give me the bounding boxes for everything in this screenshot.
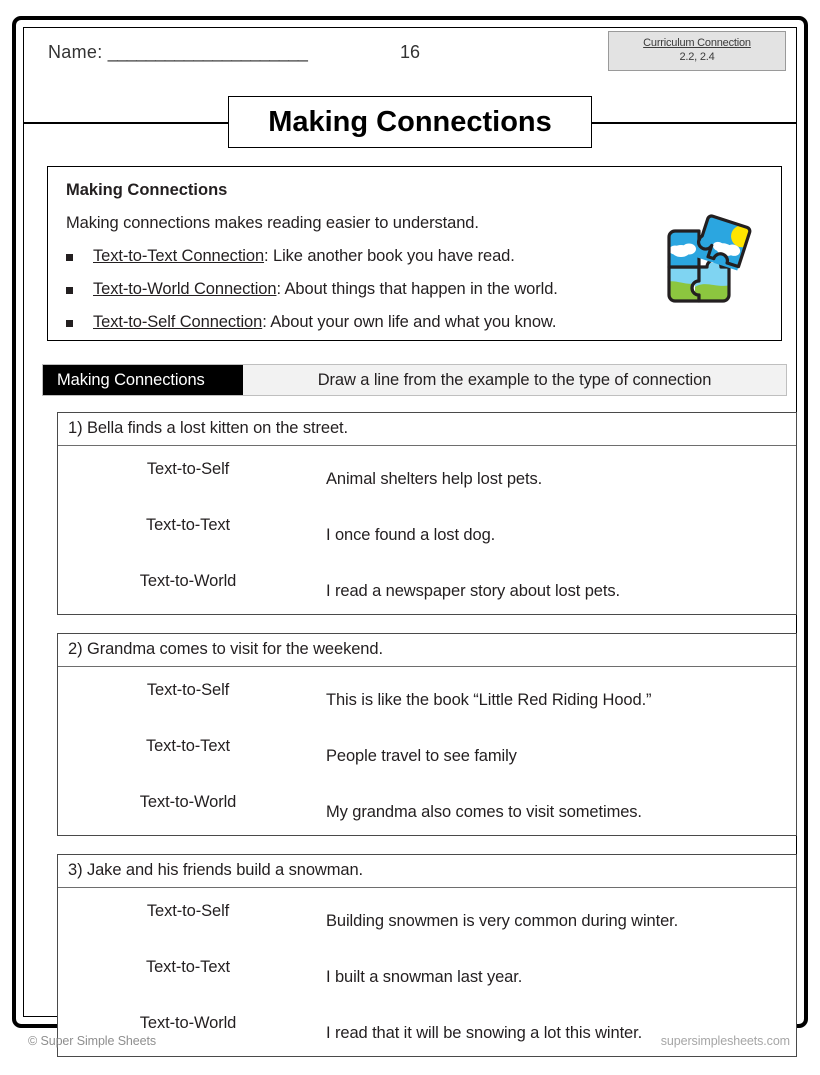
info-bullet-text <box>93 313 556 332</box>
instruction-tab-label: Making Connections <box>43 365 243 395</box>
connection-type-label[interactable]: Text-to-World <box>139 793 237 811</box>
info-box-heading: Making Connections <box>66 181 228 199</box>
page-footer <box>0 1034 820 1058</box>
square-bullet-icon <box>66 320 73 327</box>
info-bullet-term: Text-to-Self Connection <box>93 313 263 331</box>
connection-example-text[interactable]: I read that it will be snowing a lot this winter. <box>326 1024 643 1042</box>
info-bullet-text <box>93 280 558 299</box>
puzzle-landscape-icon <box>657 209 769 321</box>
curriculum-connection-title: Curriculum Connection <box>643 37 751 49</box>
lesson-info-box <box>47 166 782 341</box>
page-title-box <box>228 96 592 148</box>
connection-type-label[interactable]: Text-to-Text <box>145 516 231 534</box>
page-number: 16 <box>399 42 421 62</box>
matching-row <box>58 888 796 944</box>
matching-row <box>58 667 796 723</box>
connection-type-label[interactable]: Text-to-Self <box>146 681 230 699</box>
connection-type-label[interactable]: Text-to-World <box>139 572 237 590</box>
connection-example-text[interactable]: I once found a lost dog. <box>326 526 496 544</box>
connection-example-text[interactable]: People travel to see family <box>326 747 517 765</box>
matching-row <box>58 502 796 558</box>
info-bullet-term: Text-to-Text Connection <box>93 247 265 265</box>
info-bullet-description: : About things that happen in the world. <box>276 280 558 298</box>
info-bullet-text <box>93 247 515 266</box>
square-bullet-icon <box>66 287 73 294</box>
square-bullet-icon <box>66 254 73 261</box>
name-input-blank[interactable]: _____________________ <box>107 42 308 62</box>
connection-type-label[interactable]: Text-to-Text <box>145 737 231 755</box>
instruction-bar <box>42 364 787 396</box>
curriculum-connection-badge <box>608 31 786 71</box>
question-prompt: 3) Jake and his friends build a snowman. <box>58 855 796 888</box>
question-prompt: 1) Bella finds a lost kitten on the street. <box>58 413 796 446</box>
connection-example-text[interactable]: Animal shelters help lost pets. <box>326 470 543 488</box>
info-bullet-term: Text-to-World Connection <box>93 280 277 298</box>
connection-example-text[interactable]: I read a newspaper story about lost pets. <box>326 582 620 600</box>
instruction-text: Draw a line from the example to the type of connection <box>243 365 786 395</box>
matching-pairs <box>58 888 796 1056</box>
connection-example-text[interactable]: This is like the book “Little Red Riding Hood.” <box>326 691 652 709</box>
name-label: Name: <box>48 42 103 62</box>
matching-row <box>58 944 796 1000</box>
matching-pairs <box>58 667 796 835</box>
curriculum-connection-codes: 2.2, 2.4 <box>679 50 715 63</box>
matching-row <box>58 558 796 614</box>
connection-type-label[interactable]: Text-to-World <box>139 1014 237 1032</box>
connection-example-text[interactable]: My grandma also comes to visit sometimes. <box>326 803 642 821</box>
connection-type-label[interactable]: Text-to-Self <box>146 460 230 478</box>
matching-pairs <box>58 446 796 614</box>
matching-row <box>58 446 796 502</box>
question-block <box>57 854 797 1057</box>
question-block <box>57 633 797 836</box>
footer-website-link[interactable]: supersimplesheets.com <box>660 1034 790 1048</box>
question-prompt: 2) Grandma comes to visit for the weekend. <box>58 634 796 667</box>
connection-type-label[interactable]: Text-to-Self <box>146 902 230 920</box>
connection-example-text[interactable]: Building snowmen is very common during winter. <box>326 912 679 930</box>
footer-copyright: © Super Simple Sheets <box>28 1034 157 1048</box>
info-bullet-description: : About your own life and what you know. <box>262 313 557 331</box>
info-box-lead-text: Making connections makes reading easier to understand. <box>66 214 479 232</box>
info-bullet-description: : Like another book you have read. <box>264 247 515 265</box>
matching-row <box>58 779 796 835</box>
connection-example-text[interactable]: I built a snowman last year. <box>326 968 523 986</box>
page-title: Making Connections <box>268 105 552 138</box>
matching-row <box>58 723 796 779</box>
question-block <box>57 412 797 615</box>
question-list <box>57 412 797 1075</box>
connection-type-label[interactable]: Text-to-Text <box>145 958 231 976</box>
